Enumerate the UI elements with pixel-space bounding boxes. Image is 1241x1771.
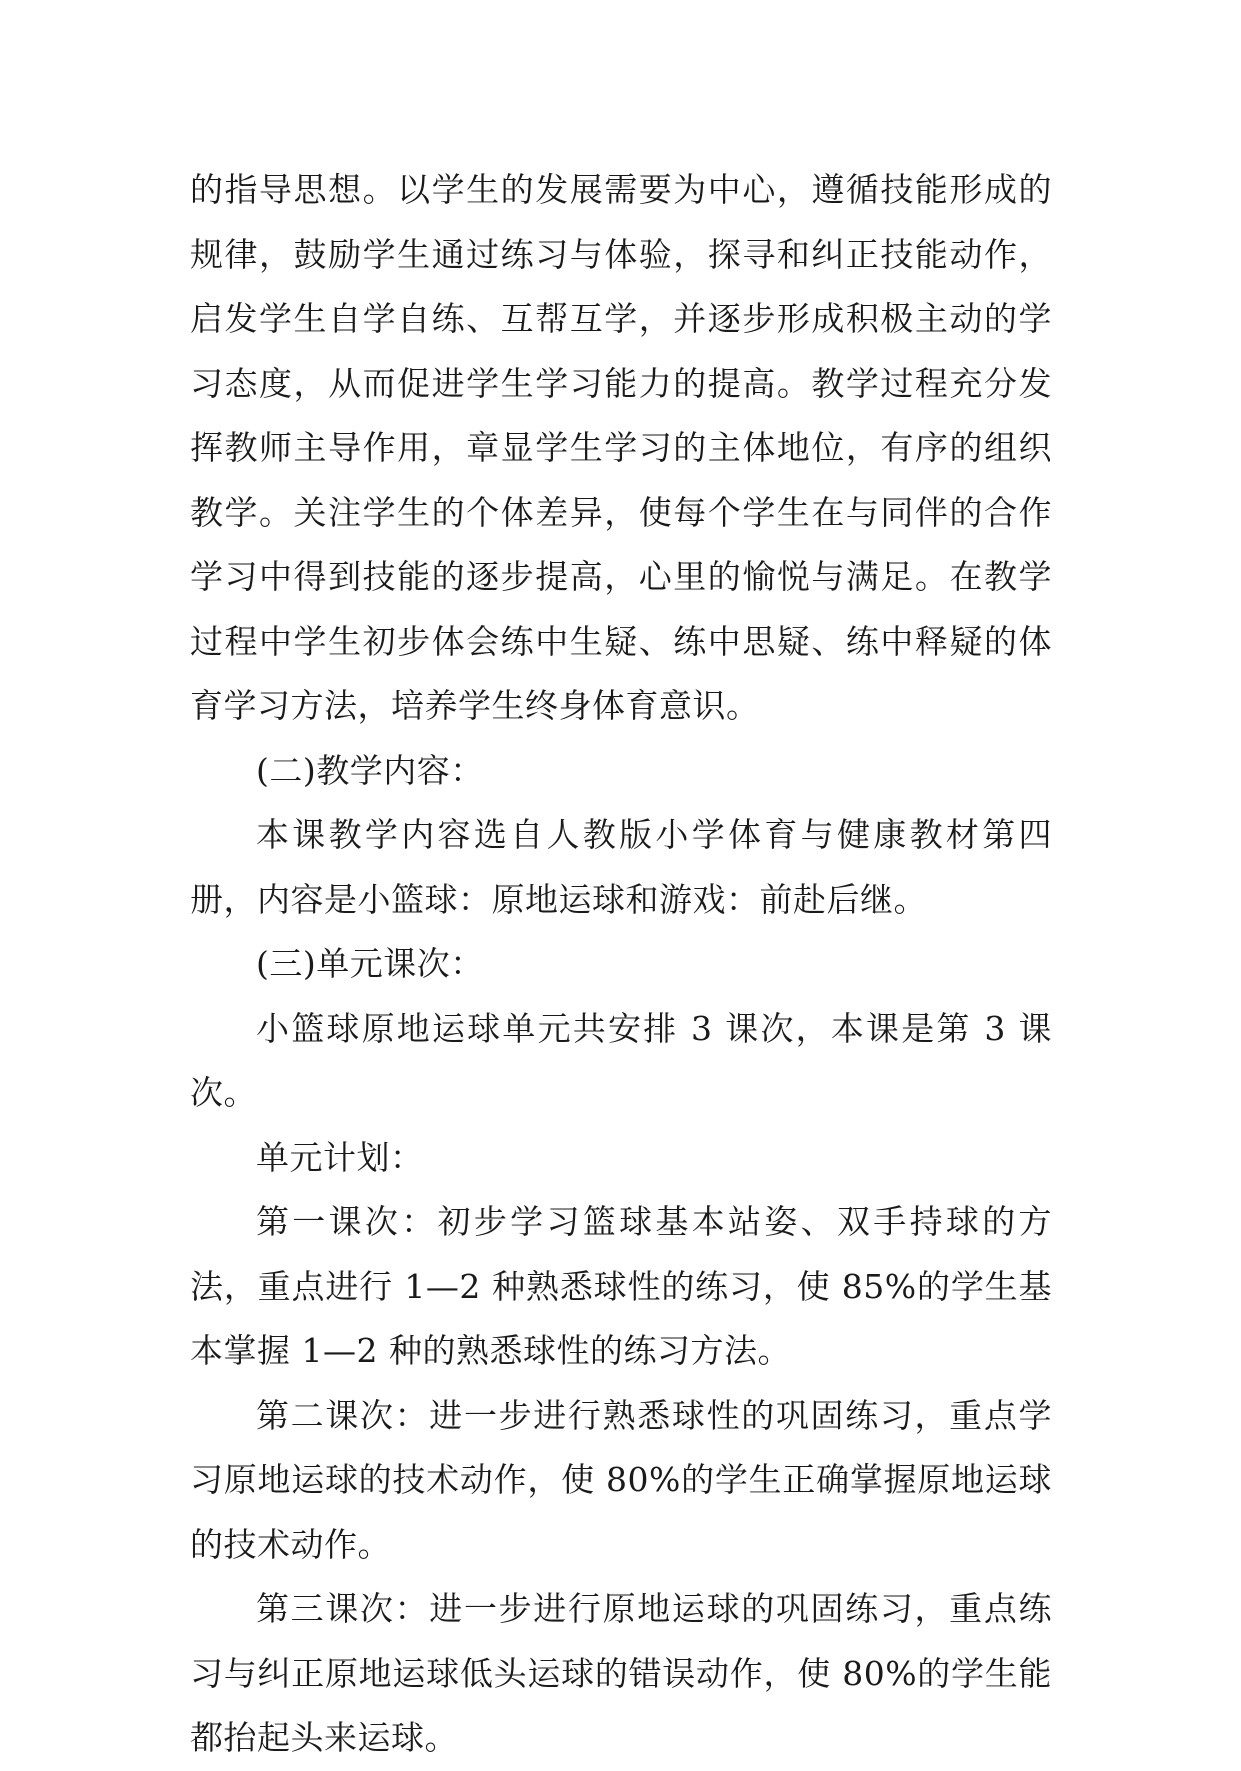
paragraph-unit-lessons: 小篮球原地运球单元共安排 3 课次，本课是第 3 课次。 [190, 1008, 1052, 1112]
paragraph-lesson-two: 第二课次：进一步进行熟悉球性的巩固练习，重点学习原地运球的技术动作，使 80%的学生正确掌握原地运球的技术动作。 [190, 1395, 1052, 1564]
heading-teaching-content: (二)教学内容： [256, 750, 484, 790]
heading-unit-plan: 单元计划： [256, 1137, 424, 1177]
paragraph-guiding-thought: 的指导思想。以学生的发展需要为中心，遵循技能形成的规律，鼓励学生通过练习与体验，探寻和纠正技能动作，启发学生自学自练、互帮互学，并逐步形成积极主动的学习态度，从而促进学生学习能力的提高。教学过程充分发挥教师主导作用，章显学生学习的主体地位，有序的组织教学。关注学生的个体差异，使每个学生在与同伴的合作学习中得到技能的逐步提高，心里的愉悦与满足。在教学过程中学生初步体会练中生疑、练中思疑、练中释疑的体育学习方法，培养学生终身体育意识。 [190, 170, 1052, 725]
paragraph-lesson-one: 第一课次：初步学习篮球基本站姿、双手持球的方法，重点进行 1—2 种熟悉球性的练习，使 85%的学生基本掌握 1—2 种的熟悉球性的练习方法。 [190, 1202, 1052, 1370]
document-page [190, 158, 1052, 1771]
paragraph-teaching-content: 本课教学内容选自人教版小学体育与健康教材第四册，内容是小篮球：原地运球和游戏：前赴后继。 [190, 815, 1052, 919]
heading-unit-lessons: (三)单元课次： [256, 944, 484, 983]
paragraph-lesson-three: 第三课次：进一步进行原地运球的巩固练习，重点练习与纠正原地运球低头运球的错误动作，使 80%的学生能都抬起头来运球。 [190, 1589, 1052, 1757]
